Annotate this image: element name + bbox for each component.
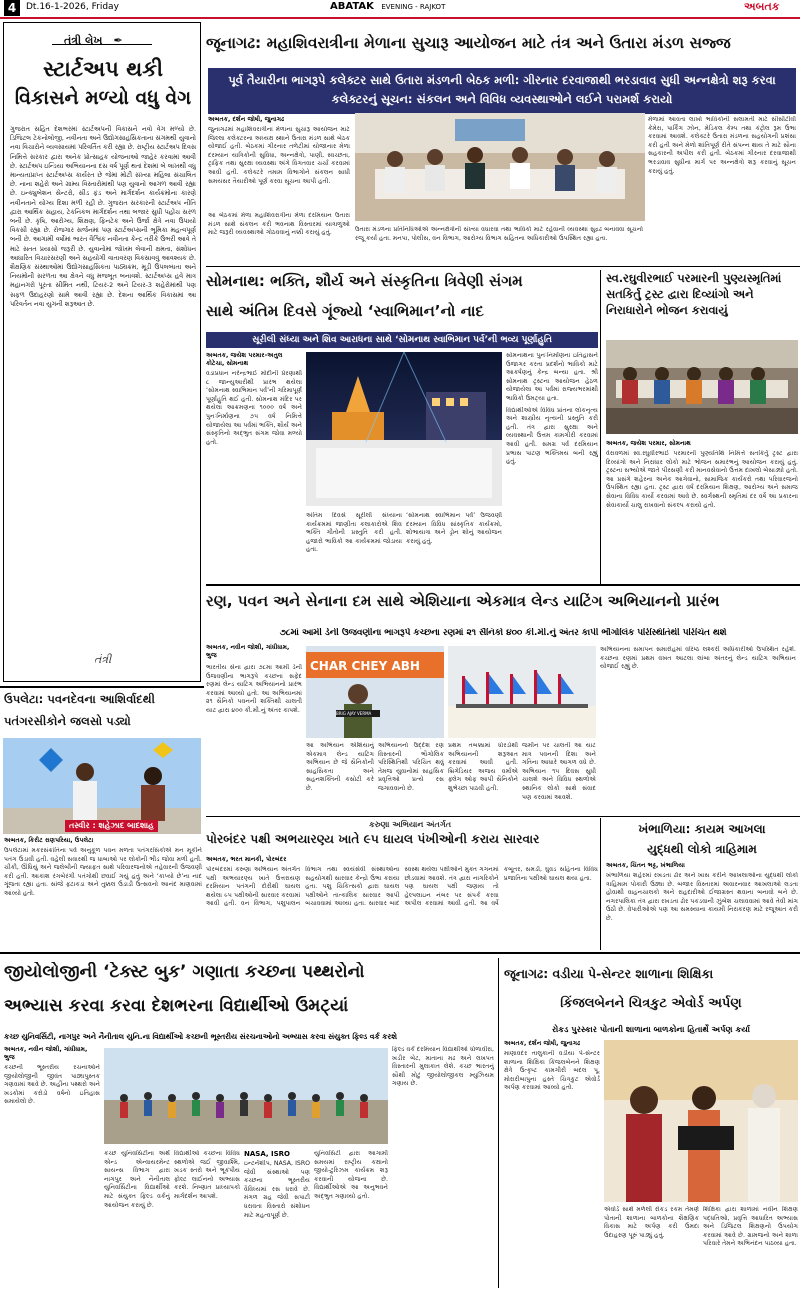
- somnath-headline-1: સોમનાથ: ભક્તિ, શૌર્ય અને સંસ્કૃતિના ત્રિવેણી સંગમ: [206, 272, 523, 290]
- army-byline: અબતક, નવીન જોશી, ગાંધીધામ, ભુજ: [206, 644, 290, 659]
- somnath-body-1: વડાપ્રધાન નરેન્દ્રભાઈ મોદીની પ્રેરણાથી ૮ જાન્યુઆરીથી પ્રારંભ થયેલા ‘સોમનાથ સ્વાભિમાન પર્વ’ની ગરિમાપૂર્ણ પૂર્ણાહુતિ થઈ હતી. સોમનાથ મંદિર પર થયેલા આક્રમણના ૧૦૦૦ વર્ષ અને પુનઃનિર્માણના ૭૫ વર્ષ નિમિત્તે યોજાયેલા આ પર્વમાં ભક્તિ, શૌર્ય અને સંસ્કૃતિનો અદ્ભુત સંગમ જોવા મળ્યો હતો.: [206, 370, 302, 446]
- satkirtu-body: વેરાવળમાં સ્વ.રઘુવીરભાઈ પરમારની પુણ્યતિથિ નિમિત્તે સતકિર્તુ ટ્રસ્ટ દ્વારા દિવ્યાંગો અને નિરાધાર લોકો માટે ભોજન સમારંભનું આયોજન કરાયું હતું. ટ્રસ્ટના સભ્યોએ જાતે પીરસણી કરી માનવસેવાનો ઉત્તમ દાખલો બેસાડ્યો હતો. આ પ્રસંગે શહેરના અનેક આગેવાનો, સામાજિક કાર્યકરો તથા પરિવારજનો ઉપસ્થિત રહ્યા હતા. ટ્રસ્ટ દ્વારા વર્ષ દરમિયાન શિક્ષણ, આરોગ્ય અને સમાજ સેવાના વિવિધ કાર્યો કરવામાં આવે છે. સ્વર્ગસ્થની સ્મૃતિમાં દર વર્ષે આ પ્રકારના સેવાકાર્યો ચાલુ રાખવાનો સંકલ્પ કરાયો હતો.: [606, 450, 798, 509]
- masthead-date: Dt.16-1-2026, Friday: [26, 2, 119, 12]
- masthead: [0, 0, 800, 16]
- geology-body-5: યુનિવર્સિટી દ્વારા આગામી સમયમાં રાષ્ટ્રીય કક્ષાનો જીયો-ટુરિઝમ કાર્યક્રમ શરૂ કરવાની યોજના છે. વિદ્યાર્થીઓએ આ અનુભવને અદ્ભુત ગણાવ્યો હતો.: [314, 1150, 388, 1200]
- army-body-1: ભારતીય સેના દ્વારા ૭૮મા આર્મી ડેની ઉજવણીના ભાગરૂપે કચ્છના સફેદ રણમાં લેન્ડ યાટિંગ અભિયાનનો પ્રારંભ કરવામાં આવ્યો હતો. આ અભિયાનમાં ૨૧ સૈનિકો પવનની શક્તિથી ચાલતી યાટ દ્વારા ૪૦૦ કી.મી.નું અંતર કાપશે.: [206, 664, 302, 714]
- satkirtu-byline: અબતક, જયેશ પરમાર, સોમનાથ: [606, 440, 691, 447]
- junagadh-mela-photo: [355, 113, 645, 221]
- geology-headline-2: અભ્યાસ કરવા કરવા દેશભરના વિદ્યાર્થીઓ ઉમટ્યાં: [4, 996, 349, 1016]
- geology-body-6: ફિલ્ડ વર્ક દરમિયાન વિદ્યાર્થીઓ ધોળાવીરા, ખડીર બેટ, માતાના મઢ અને લખપત વિસ્તારની મુલાકાત લેશે. કચ્છ ભારતનું સૌથી મોટું જીયોલોજીકલ મ્યુઝિયમ ગણાય છે.: [392, 1046, 494, 1088]
- khambhalia-byline: અબતક, ચિંતન ભટ્ટ, ખંભાળિયા: [606, 862, 685, 869]
- geology-body-2: કચ્છ યુનિવર્સિટીના અર્થ એન્ડ એન્વાયરમેન્ટ સાયન્સ વિભાગ દ્વારા નાગપુર અને નૈનીતાલ યુનિવર્સિટીના વિદ્યાર્થીઓ માટે સંયુક્ત ફિલ્ડ વર્કનું આયોજન કરાયું છે.: [104, 1150, 170, 1209]
- masthead-rule: [0, 17, 800, 19]
- editorial-headline-1: સ્ટાર્ટઅપ થકી: [42, 57, 164, 81]
- geology-byline: અબતક, નવીન જોશી, ગાંધીધામ, ભુજ: [4, 1046, 88, 1061]
- editorial-body: ગુજરાત સહિત દેશભરમાં સ્ટાર્ટઅપની વિકાસને નવો વેગ મળ્યો છે. ડિજિટલ ટેકનોલોજી, નવીનતા અને ઉદ્યોગસાહસિકતાના સંગમથી યુવાનો નવા વિચારોને વ્યવસાયમાં પરિવર્તિત કરી રહ્યા છે. રાષ્ટ્રીય સ્ટાર્ટઅપ દિવસ નિમિત્તે સરકાર દ્વારા અનેક પ્રોત્સાહક યોજનાઓ જાહેર કરવામાં આવી છે. સ્ટાર્ટઅપ ઇન્ડિયા અભિયાનના દસ વર્ષ પૂર્ણ થતાં દેશમાં બે લાખથી વધુ માન્યતાપ્રાપ્ત સ્ટાર્ટઅપ્સ કાર્યરત છે જેમાં મોટી સંખ્યા મહિલા સંચાલિત છે. નાના શહેરો અને ગ્રામ્ય વિસ્તારોમાંથી પણ યુવાનો આગળ આવી રહ્યા છે. ઇન્ક્યુબેશન સેન્ટરો, સીડ ફંડ અને માર્ગદર્શન કાર્યક્રમોના કારણે નવીનતાને યોગ્ય દિશા મળી રહી છે. ગુજરાત સરકારની સ્ટાર્ટઅપ નીતિ દ્વારા આર્થિક સહાય, ટેકનિકલ માર્ગદર્શન તથા બજાર સુધી પહોંચ સરળ બની છે. કૃષિ, આરોગ્ય, શિક્ષણ, ફિનટેક અને ઉર્જા ક્ષેત્રે નવા ઉપાયો વિકસી રહ્યા છે. રોજગાર સર્જનમાં પણ સ્ટાર્ટઅપ્સની ભૂમિકા મહત્વપૂર્ણ બની છે. આગામી વર્ષોમાં ભારત વૈશ્વિક નવીનતા કેન્દ્ર તરીકે ઉભરી આવે તે માટે સતત પ્રયાસો જરૂરી છે. યુવાનોમાં જોખમ લેવાની ક્ષમતા, સંશોધન આધારિત વિચારસરણી અને સહયોગી વાતાવરણ વિકસાવવું આવશ્યક છે. શૈક્ષણિક સંસ્થાઓમાં ઉદ્યોગસાહસિકતા પાઠ્યક્રમ, મૂડી ઉપલબ્ધતા અને નિયમોની સરળતા આ ક્ષેત્રને વધુ મજબૂત બનાવશે. સ્ટાર્ટઅપ્સ હવે માત્ર મહાનગરો પૂરતા સીમિત નથી, ટિયર-2 અને ટિયર-3 શહેરોમાંથી પણ સફળ ઉદાહરણો સામે આવી રહ્યા છે. દેશના આર્થિક વિકાસમાં આ પરિવર્તન નવા યુગની શરૂઆત છે.: [10, 125, 196, 308]
- khambhalia-headline-2: યુદ્ધથી લોકો ત્રાહિમામ: [647, 842, 757, 856]
- somnath-headline-2: સાથે અંતિમ દિવસે ગૂંજ્યો ‘સ્વાભિમાન’નો નાદ: [206, 302, 484, 320]
- upleta-photo-caption: તસ્વીર : શહેઝાદ બાદશાહ: [65, 820, 158, 832]
- vadiya-photo: [604, 1040, 798, 1202]
- upleta-headline-1: ઉપલેટા: પવનદેવના આશિર્વાદથી: [4, 692, 155, 706]
- divider-3: [206, 816, 800, 817]
- paper-name: ABATAK: [330, 1, 374, 12]
- somnath-subhead: સૂરીલી સંધ્યા અને શિવ આરાધના સાથે ‘સોમનાથ સ્વાભિમાન પર્વ’ની ભવ્ય પૂર્ણાહુતિ: [206, 332, 598, 348]
- army-body-4: પ્રથમ તબક્કામાં ધોરડોથી અભિયાનની શરૂઆત કરવામાં આવી હતી. બ્રિગેડિયર અજય વર્માએ ફ્લેગ ઓફ આપી સૈનિકોને શુભેચ્છા પાઠવી હતી.: [448, 742, 518, 792]
- army-photo-2: [448, 646, 596, 738]
- pen-icon: ✒: [113, 34, 123, 47]
- junagadh-mela-subhead: પૂર્વ તૈયારીના ભાગરૂપે કલેક્ટર સાથે ઉતારા મંડળની બેઠક મળી: ગીરનાર દરવાજાથી ભરડાવાવ સુધી અન્નક્ષેત્રો શરૂ કરવા કલેક્ટરનું સૂચન: સંકલન અને વિવિધ વ્યવસ્થાઓને લઈને પરામર્શ કરાયો: [208, 68, 796, 114]
- porbandar-headline: પોરબંદર પક્ષી અભયારણ્ય ખાતે ૯૫ ઘાયલ પંખીઓની કરાય સારવાર: [206, 832, 540, 846]
- junagadh-mela-byline: અબતક, દર્શન જોષી, જુનાગઢ: [208, 116, 285, 123]
- junagadh-mela-body-1: જુનાગઢમાં મહાશિવરાત્રીના મેળાના સુચારૂ આયોજન માટે જિલ્લા કલેક્ટરના અધ્યક્ષ સ્થાને ઉતારા મંડળ સાથે બેઠક યોજાઈ હતી. બેઠકમાં ગીરનાર તળેટીમાં યોજાનાર મેળા દરમ્યાન યાત્રિકોની સુવિધા, અન્નક્ષેત્રો, પાણી, સ્વચ્છતા, ટ્રાફિક તથા સુરક્ષા વ્યવસ્થા અંગે વિગતવાર ચર્ચા કરવામાં આવી હતી. કલેક્ટરે તમામ વિભાગોને સંકલન સાધી સમયસર તૈયારીઓ પૂર્ણ કરવા સૂચના આપી હતી.: [208, 126, 350, 185]
- army-body-6: અભિયાનના સમાપન સમારોહમાં વરિષ્ઠ લશ્કરી અધિકારીઓ ઉપસ્થિત રહેશે. કચ્છના રણમાં પ્રથમ વખત આટલા લાંબા અંતરનું લેન્ડ યાટિંગ અભિયાન યોજાઈ રહ્યું છે.: [600, 646, 796, 671]
- satkirtu-photo: [606, 340, 798, 434]
- army-body-2: આ અભિયાન એશિયાનું એકમાત્ર લેન્ડ યાટિંગ અભિયાન છે જે સૈનિકોની સાહસિકતા અને સહનશક્તિની કસોટી કરે છે.: [306, 742, 374, 792]
- junagadh-mela-headline: જૂનાગઢ: મહાશિવરાત્રીના મેળાના સુચારૂ આયોજન માટે તંત્ર અને ઉતારા મંડળ સજ્જ: [206, 34, 731, 52]
- junagadh-mela-body-4: મેળામાં આવતા લાખો ભાવિકોની સલામતી માટે સીસીટીવી કેમેરા, પાર્કિંગ ઝોન, મેડિકલ કેમ્પ તથા કંટ્રોલ રૂમ ઉભા કરવામાં આવશે. કલેક્ટરે ઉતારા મંડળના સહયોગની પ્રશંસા કરી હતી અને મેળો શાંતિપૂર્ણ રીતે સંપન્ન થાય તે માટે સૌના સહકારની અપીલ કરી હતી. બેઠકમાં ગીરનાર દરવાજાથી ભરડાવાવ સુધીના માર્ગ પર અન્નક્ષેત્રો શરૂ કરવાનું સૂચન કરાયું હતું.: [648, 116, 796, 175]
- geology-nasa-label: NASA, ISRO: [244, 1150, 290, 1158]
- porbandar-byline: અબતક, ભરત માનકી, પોરબંદર: [206, 856, 287, 863]
- geology-body-4: ઇન્ટર્નશીપ, NASA, ISRO જેવી સંસ્થાઓ પણ કચ્છના ભૂસ્તરીય વૈવિધ્યમાં રસ ધરાવે છે. મંગળ ગ્રહ જેવી સપાટી ધરાવતા વિસ્તારો સંશોધન માટે મહત્વપૂર્ણ છે.: [244, 1160, 310, 1219]
- satkirtu-headline: સ્વ.રઘુવીરભાઈ પરમારની પુણ્યસ્મૃતિમાં સતકિર્તુ ટ્રસ્ટ દ્વારા દિવ્યાંગો અને નિરાધારોને ભોજન કરાવાયું: [606, 271, 782, 317]
- meeting-photo: [355, 113, 645, 221]
- vadiya-headline-1: જૂનાગઢ: વડીયા પે-સેન્ટર શાળાના શિક્ષિકા: [504, 966, 714, 981]
- upleta-body: ઉપલેટામાં મકરસંક્રાંતિના પર્વે અનુકૂળ પવન મળતા પતંગરસિકોએ મન મૂકીને પતંગ ઉડાવી હતી. વહેલી સવારથી જ ધાબાઓ પર લોકોની ભીડ જોવા મળી હતી. ચીકી, ઊંધિયું અને જલેબીની જ્યાફત સાથે પરિવારજનોએ તહેવારની ઉજવણી કરી હતી. આકાશ રંગબેરંગી પતંગોથી છવાઈ ગયું હતું અને ‘કાપ્યો છે’ના નાદ ગૂંજતા રહ્યા હતા. સાંજે ફટાકડા અને તુક્કલ ઉડાડી ઉત્સવનો આનંદ માણવામાં આવ્યો હતો.: [4, 847, 202, 897]
- porbandar-kicker: કરુણા અભિયાન અંતર્ગત: [368, 820, 452, 829]
- junagadh-mela-body-2: આ બેઠકમાં મેળા મહાશિવરાત્રીના મેળા દરમિયાન ઉતારા મંડળ સાથે સંકલન કરી ભવનાથ વિસ્તારમાં યાત્રાળુઓ માટે જરૂરી વ્યવસ્થાઓ ગોઠવવાનું નક્કી કરાયું હતું.: [208, 212, 350, 237]
- award-ceremony-photo: [604, 1040, 798, 1202]
- divider-4: [0, 952, 800, 954]
- somnath-byline: અબતક, જયેશ પરમાર-અતુલ કોટેચા, સોમનાથ: [206, 352, 283, 367]
- somnath-photo: [306, 352, 502, 506]
- geology-headline-1: જીયોલોજીની ‘ટેક્સ્ટ બુક’ ગણાતા કચ્છના પથ્થરોનો: [4, 962, 365, 982]
- yacht-line-photo: [448, 646, 596, 738]
- somnath-body-3: ‘સોમનાથ સ્વાભિમાન પર્વ’ ઉજવણી દરમ્યાન વિવિધ સાંસ્કૃતિક કાર્યક્રમો, શોભાયાત્રા અને ડ્રોન શોનું આયોજન કરાયું હતું.: [406, 512, 502, 545]
- divider-1: [206, 266, 800, 267]
- army-banner-text: CHAR CHEY ABH: [310, 659, 420, 673]
- khambhalia-headline-1: ખંભાળિયા: કાયમ આખલા: [638, 822, 766, 836]
- edition-name: EVENING - RAJKOT: [381, 3, 446, 11]
- upleta-headline-2: પતંગરસીકોને જલસો પડ્યો: [4, 714, 131, 728]
- geology-subhead: કચ્છ યુનિવર્સિટી, નાગપુર અને નૈનીતાલ યુનિ.ના વિદ્યાર્થીઓ કચ્છની ભૂસ્તરીય સંરચનાઓનો અભ્યાસ કરવા સંયુક્ત ફિલ્ડ વર્ક કરશે: [4, 1032, 397, 1041]
- vadiya-headline-2: કિંજલબેનને ચિત્રકુટ એવોર્ડ અર્પણ: [560, 996, 742, 1011]
- upleta-byline: અબતક, કિરીટ રાણપરિયા, ઉપલેટા: [4, 837, 94, 844]
- vadiya-body-3: શિક્ષિકા દ્વારા શાળામાં નવીન શિક્ષણ પદ્ધતિઓ, પ્રવૃત્તિ આધારિત અભ્યાસ અને ડિજિટલ શિક્ષણનો ઉપયોગ કરવામાં આવે છે. ગ્રામજનો અને શાળા પરિવારે તેમને અભિનંદન પાઠવ્યા હતા.: [703, 1206, 798, 1248]
- army-subhead: ૭૮માં આર્મી ડેની ઉજવણીના ભાગરૂપે કચ્છના રણમાં ૨૧ સૈનિકો ૪૦૦ કી.મી.નું અંતર કાપી ભૌગોલિક પરિસ્થિતિથી પરિચિત થશે: [279, 628, 727, 638]
- editorial-headline-2: વિકાસને મળ્યો વધુ વેગ: [14, 87, 192, 109]
- editorial-kicker: [52, 29, 152, 45]
- charity-meal-photo: [606, 340, 798, 434]
- army-banner-photo: [306, 646, 444, 738]
- upleta-photo: [3, 738, 201, 834]
- somnath-body-2: અંતિમ દિવસે સૂરીલી સંધ્યાના કાર્યક્રમમાં જાણીતા કલાકારોએ શિવ ભક્તિ ગીતોની પ્રસ્તુતિ કરી હતી. હજારો ભાવિકો આ કાર્યક્રમમાં જોડાયા હતા.: [306, 512, 402, 554]
- porbandar-body: પોરબંદરમાં કરુણા અભિયાન અંતર્ગત પક્ષી અભયારણ્ય ખાતે ઉત્તરાયણ દરમિયાન પતંગની દોરીથી ઘાયલ થયેલા ૯૫ પક્ષીઓની સારવાર કરવામાં આવી હતી. વન વિભાગ, પશુપાલન વિભાગ તથા સ્વયંસેવી સંસ્થાઓના સહયોગથી સારવાર કેન્દ્રો ઉભા કરાયા હતા. પશુ ચિકિત્સકો દ્વારા ઘાયલ પક્ષીઓને તાત્કાલિક સારવાર આપી બચાવવામાં આવ્યા હતા. સારવાર બાદ સ્વસ્થ થયેલા પક્ષીઓને મુક્ત ગગનમાં છોડવામાં આવશે. તંત્ર દ્વારા નાગરિકોને પણ ઘાયલ પક્ષી જણાય તો હેલ્પલાઇન નંબર પર સંપર્ક કરવા અપીલ કરવામાં આવી હતી. આ વર્ષે કબૂતર, સમડી, ઘુવડ સહિતના વિવિધ પ્રજાતિના પક્ષીઓ ઘાયલ થયા હતા.: [206, 866, 598, 908]
- geology-body-3: વિદ્યાર્થીઓ કચ્છના વિવિધ સ્થળોએ જઈ જીવાશ્મિ, ખડક સ્તરો અને ભૂકંપીય ફોલ્ટ લાઈનનો અભ્યાસ કરશે. નિષ્ણાત પ્રાધ્યાપકો માર્ગદર્શન આપશે.: [174, 1150, 240, 1200]
- junagadh-mela-body-3: ઉતારા મંડળના પ્રતિનિધિઓએ અન્નક્ષેત્રોની સંખ્યા વધારવા તથા ભાવિકો માટે રહેવાની વ્યવસ્થા સુદ્રઢ બનાવવા સૂચનો રજૂ કર્યા હતા. મનપા, પોલીસ, વન વિભાગ, આરોગ્ય વિભાગ સહિતના અધિકારીઓ ઉપસ્થિત રહ્યા હતા.: [355, 226, 643, 242]
- army-body-3: અભિયાનનો ઉદ્દેશ રણ વિસ્તારની ભૌગોલિક પરિસ્થિતિથી પરિચિત થવું તેમજ યુવાનોમાં સાહસિક પ્રવૃત્તિઓ પ્રત્યે રસ જગાવવાનો છે.: [378, 742, 444, 792]
- editorial-column: [3, 22, 201, 682]
- divider-2: [206, 584, 800, 586]
- somnath-divider: [600, 270, 601, 584]
- porbandar-divider: [600, 818, 601, 950]
- army-headline: રણ, પવન અને સેનાના દમ સાથે એશિયાના એકમાત્ર લેન્ડ યાટિંગ અભિયાનનો પ્રારંભ: [206, 592, 720, 610]
- temple-event-photo: [306, 352, 502, 506]
- vadiya-body-1: માણાવદર તાલુકાની વડીયા પે-સેન્ટર શાળાના શિક્ષિકા કિંજલબેનને શિક્ષણ ક્ષેત્રે ઉત્કૃષ્ટ કામગીરી બદલ પૂ. મોરારીબાપુના હસ્તે ચિત્રકુટ એવોર્ડ અર્પણ કરવામાં આવ્યો હતો.: [504, 1050, 600, 1092]
- masthead-logo: અબતક: [744, 0, 780, 13]
- somnath-body-5: વિદ્યાર્થીઓએ વિવિધ પ્રાંતના લોકનૃત્ય અને શાસ્ત્રીય નૃત્યની પ્રસ્તુતિ કરી હતી. તંત્ર દ્વારા સુરક્ષા અને વ્યવસ્થાની ઉત્તમ કામગીરી કરવામાં આવી હતી. સમગ્ર પર્વ દરમિયાન પ્રભાસ પાટણ ભક્તિમય બની રહ્યું હતું.: [506, 406, 598, 466]
- vadiya-subhead: રોકડ પુરસ્કાર પોતાની શાળાના બાળકોના હિતાર્થે અર્પણ કર્યા: [551, 1024, 751, 1034]
- divider-left: [0, 686, 204, 688]
- army-officer-name: BRIG AJAY VERMA: [336, 711, 372, 716]
- masthead-paper-name: [330, 1, 445, 12]
- students-field-photo: [104, 1048, 388, 1144]
- army-body-5: જમીન પર ચાલતી આ યાટ માત્ર પવનની દિશા અને ગતિના આધારે આગળ વધે છે. અભિયાન ૧૫ દિવસ સુધી ચાલશે અને વિવિધ સ્થળોએ સ્થાનિક લોકો સાથે સંવાદ પણ કરવામાં આવશે.: [522, 742, 596, 801]
- geology-photo: [104, 1048, 388, 1144]
- khambhalia-body: ખંભાળિયા શહેરમાં રખડતા ઢોર અને ખાસ કરીને આખલાઓના યુદ્ધથી લોકો ત્રાહિમામ પોકારી ઉઠ્યા છે. બજાર વિસ્તારમાં અવારનવાર આખલાઓ લડતા હોવાથી વાહનચાલકો અને રાહદારીઓ ઈજાગ્રસ્ત થવાના બનાવો બને છે. નગરપાલિકા તંત્ર દ્વારા રખડતા ઢોર પકડવાની ઝુંબેશ ચલાવવામાં આવે તેવી માંગ ઉઠી છે. વેપારીઓએ પણ આ સમસ્યાના કાયમી નિરાકરણ માટે રજૂઆત કરી છે.: [606, 872, 798, 922]
- editorial-signature: તંત્રી: [94, 653, 112, 666]
- editorial-kicker-text: તંત્રી લેખ: [64, 34, 103, 47]
- somnath-body-4: સોમનાથના પુનઃનિર્માણના ઇતિહાસને ઉજાગર કરતા પ્રદર્શનો ભાવિકો માટે આકર્ષણનું કેન્દ્ર બન્યા હતા. શ્રી સોમનાથ ટ્રસ્ટના આયોજન હેઠળ યોજાયેલા આ પર્વમાં રાજ્યભરમાંથી ભાવિકો ઉમટ્યા હતા. વિદ્યાર્થીઓએ વિવિધ પ્રાંતના લોકનૃત્ય અને શાસ્ત્રીય નૃત્યની પ્રસ્તુતિ કરી હતી. તંત્ર દ્વારા સુરક્ષા અને વ્યવસ્થાની ઉત્તમ કામગીરી કરવામાં આવી હતી. સમગ્ર પર્વ દરમિયાન પ્રભાસ પાટણ ભક્તિમય બની રહ્યું હતું.: [506, 352, 598, 466]
- page-number: 4: [4, 0, 20, 16]
- geology-divider: [498, 958, 499, 1288]
- army-photo-1: [306, 646, 444, 738]
- vadiya-byline: અબતક, દર્શન જોષી, જુનાગઢ: [504, 1040, 581, 1047]
- geology-body-1: કચ્છની ભૂસ્તરીય રચનાઓને જીયોલોજીની જીવંત પાઠ્યપુસ્તક ગણવામાં આવે છે. અહીંના પથ્થરો અને ખડકોમાં કરોડો વર્ષનો ઇતિહાસ સમાયેલો છે.: [4, 1064, 100, 1106]
- vadiya-body-2: એવોર્ડ સાથે મળેલી રોકડ રકમ તેમણે પોતાની શાળાના બાળકોના શૈક્ષણિક વિકાસ માટે અર્પણ કરી ઉમદા ઉદાહરણ પૂરું પાડ્યું હતું.: [604, 1206, 699, 1239]
